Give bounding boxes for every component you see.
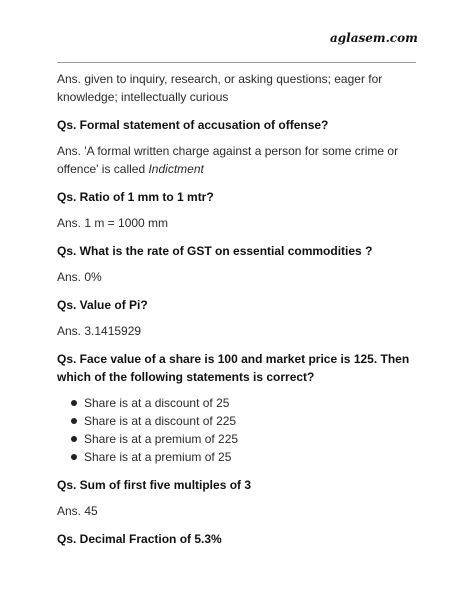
- question-gst: Qs. What is the rate of GST on essential commodities ?: [57, 244, 373, 258]
- list-item: [57, 412, 422, 430]
- bullet-icon: [71, 418, 77, 424]
- header-divider: [57, 62, 416, 63]
- answer-gst: Ans. 0%: [57, 270, 102, 284]
- document-body: [57, 70, 422, 548]
- answer-pi: Ans. 3.1415929: [57, 324, 142, 338]
- list-item: [57, 394, 422, 412]
- option-label: Share is at a premium of 225: [84, 432, 239, 446]
- question-pi: Qs. Value of Pi?: [57, 298, 148, 312]
- answer-multiples: Ans. 45: [57, 504, 98, 518]
- option-label: Share is at a premium of 25: [84, 450, 232, 464]
- option-label: Share is at a discount of 25: [84, 396, 230, 410]
- question-decimal: Qs. Decimal Fraction of 5.3%: [57, 532, 222, 546]
- list-item: [57, 430, 422, 448]
- question-multiples: Qs. Sum of first five multiples of 3: [57, 478, 252, 492]
- answer-indictment-text: Ans. 'A formal written charge against a person for some crime or offence' is called: [57, 144, 399, 176]
- share-options-list: [57, 394, 422, 466]
- bullet-icon: [71, 454, 77, 460]
- answer-curious: Ans. given to inquiry, research, or asking questions; eager for knowledge; intellectually curious: [57, 72, 383, 104]
- question-share: Qs. Face value of a share is 100 and market price is 125. Then which of the following statements is correct?: [57, 352, 410, 384]
- answer-indictment: [57, 142, 422, 178]
- question-ratio: Qs. Ratio of 1 mm to 1 mtr?: [57, 190, 214, 204]
- bullet-icon: [71, 436, 77, 442]
- bullet-icon: [71, 400, 77, 406]
- answer-indictment-term: Indictment: [148, 162, 204, 176]
- list-item: [57, 448, 422, 466]
- option-label: Share is at a discount of 225: [84, 414, 237, 428]
- answer-ratio: Ans. 1 m = 1000 mm: [57, 216, 169, 230]
- question-accusation: Qs. Formal statement of accusation of offense?: [57, 118, 329, 132]
- brand-logo: aglasem.com: [330, 31, 418, 45]
